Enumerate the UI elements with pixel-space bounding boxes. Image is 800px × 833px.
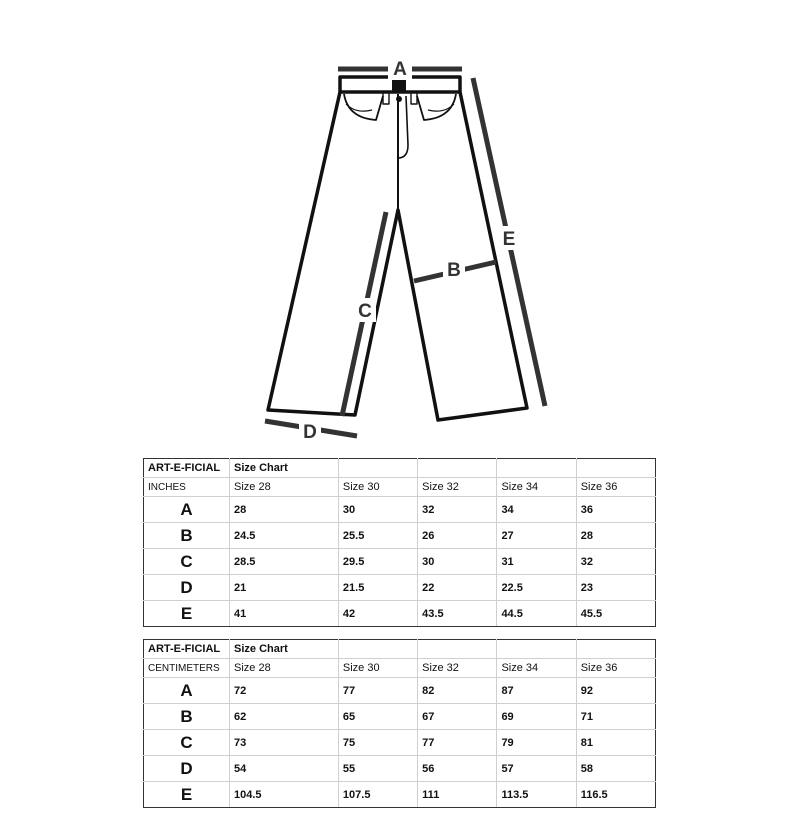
table-cell: 71 [576, 704, 655, 730]
table-cell: 25.5 [338, 523, 417, 549]
table-cell: 21 [230, 575, 339, 601]
table-row [144, 730, 656, 756]
table-row [144, 678, 656, 704]
table-cell: 30 [338, 497, 417, 523]
measure-letter: D [144, 756, 230, 782]
measure-letter: A [144, 497, 230, 523]
table-row [144, 704, 656, 730]
table-cell: 113.5 [497, 782, 576, 808]
table-cell: 26 [418, 523, 497, 549]
table-cell: 65 [338, 704, 417, 730]
brand-label: ART-E-FICIAL [144, 459, 230, 478]
size-header: Size 28 [230, 478, 339, 497]
table-cell: 45.5 [576, 601, 655, 627]
brand-label: ART-E-FICIAL [144, 640, 230, 659]
table-cell: 87 [497, 678, 576, 704]
table-cell: 116.5 [576, 782, 655, 808]
table-cell: 79 [497, 730, 576, 756]
table-cell: 22.5 [497, 575, 576, 601]
dimension-label-e: E [502, 229, 516, 250]
table-row [144, 523, 656, 549]
table-size-row [144, 478, 656, 497]
table-row [144, 497, 656, 523]
table-cell: 23 [576, 575, 655, 601]
unit-label: INCHES [144, 478, 230, 497]
size-header: Size 36 [576, 478, 655, 497]
table-cell: 107.5 [338, 782, 417, 808]
table-cell: 28 [230, 497, 339, 523]
table-header-row [144, 640, 656, 659]
size-header: Size 32 [418, 659, 497, 678]
table-cell: 28.5 [230, 549, 339, 575]
dimension-label-b: B [447, 260, 461, 281]
table-cell: 30 [418, 549, 497, 575]
table-cell: 31 [497, 549, 576, 575]
table-cell: 21.5 [338, 575, 417, 601]
table-cell: 32 [418, 497, 497, 523]
table-cell: 77 [338, 678, 417, 704]
table-cell: 57 [497, 756, 576, 782]
pants-outline [268, 77, 527, 420]
table-cell: 41 [230, 601, 339, 627]
chart-title: Size Chart [230, 459, 339, 478]
table-cell: 75 [338, 730, 417, 756]
table-row [144, 549, 656, 575]
table-cell: 62 [230, 704, 339, 730]
table-header-row [144, 459, 656, 478]
size-header: Size 34 [497, 478, 576, 497]
table-row [144, 601, 656, 627]
table-cell: 29.5 [338, 549, 417, 575]
table-cell: 56 [418, 756, 497, 782]
table-cell: 42 [338, 601, 417, 627]
size-table-inches [143, 458, 656, 627]
size-header: Size 32 [418, 478, 497, 497]
table-cell: 28 [576, 523, 655, 549]
table-cell: 104.5 [230, 782, 339, 808]
table-cell: 24.5 [230, 523, 339, 549]
chart-title: Size Chart [230, 640, 339, 659]
table-cell: 58 [576, 756, 655, 782]
table-cell: 77 [418, 730, 497, 756]
table-row [144, 756, 656, 782]
measure-letter: C [144, 549, 230, 575]
size-header: Size 34 [497, 659, 576, 678]
table-cell: 69 [497, 704, 576, 730]
table-cell: 22 [418, 575, 497, 601]
size-header: Size 30 [338, 659, 417, 678]
measure-letter: A [144, 678, 230, 704]
table-cell: 111 [418, 782, 497, 808]
size-header: Size 36 [576, 659, 655, 678]
table-cell: 36 [576, 497, 655, 523]
table-row [144, 575, 656, 601]
table-cell: 81 [576, 730, 655, 756]
table-size-row [144, 659, 656, 678]
table-cell: 73 [230, 730, 339, 756]
size-header: Size 28 [230, 659, 339, 678]
size-table-centimeters [143, 639, 656, 808]
dimension-label-c: C [358, 301, 372, 322]
table-cell: 82 [418, 678, 497, 704]
measure-letter: B [144, 523, 230, 549]
table-cell: 54 [230, 756, 339, 782]
measure-letter: D [144, 575, 230, 601]
measure-letter: C [144, 730, 230, 756]
dimension-label-a: A [393, 59, 407, 80]
table-cell: 43.5 [418, 601, 497, 627]
table-cell: 27 [497, 523, 576, 549]
table-cell: 72 [230, 678, 339, 704]
table-cell: 32 [576, 549, 655, 575]
dimension-label-d: D [303, 422, 317, 443]
table-cell: 34 [497, 497, 576, 523]
table-cell: 92 [576, 678, 655, 704]
table-cell: 55 [338, 756, 417, 782]
table-row [144, 782, 656, 808]
measure-letter: B [144, 704, 230, 730]
measure-letter: E [144, 782, 230, 808]
table-cell: 44.5 [497, 601, 576, 627]
measure-letter: E [144, 601, 230, 627]
unit-label: CENTIMETERS [144, 659, 230, 678]
size-header: Size 30 [338, 478, 417, 497]
table-cell: 67 [418, 704, 497, 730]
